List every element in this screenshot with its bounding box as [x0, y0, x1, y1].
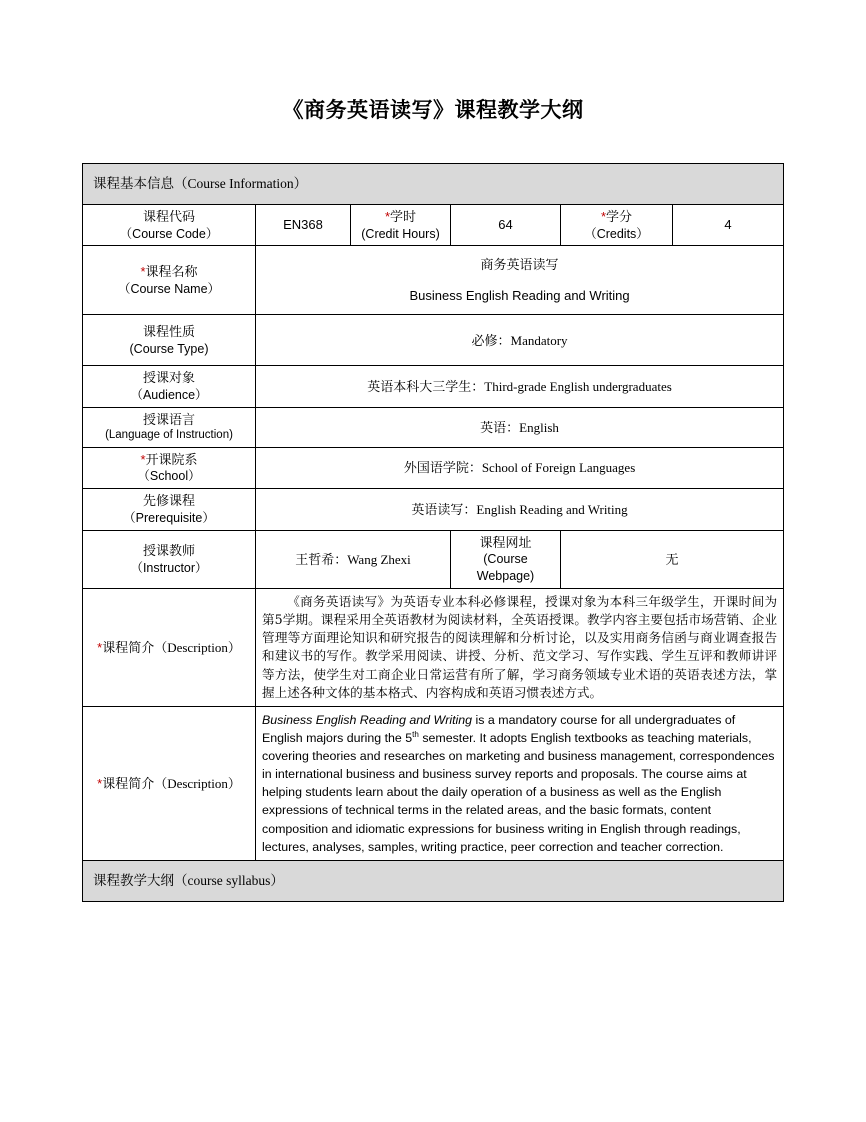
description-en-part2: semester. It adopts English textbooks as teaching materials, covering theories and researches on marketing and business management, correspondences in international business and business survey reports and proposals. The course aims at helping students learn about the daily operation of a business as well as the English expressions of technical terms in the related areas, and the basic formats, content composition and idiomatic expressions for business writing in English through readings, lectures, analyses, samples, writing practice, peer correction and teacher correction.: [262, 731, 775, 854]
required-asterisk-credit-hours: *: [384, 209, 391, 224]
table-row-language: [83, 407, 784, 447]
label-course-type: [83, 315, 256, 366]
label-course-webpage-cn: 课程网址: [479, 534, 532, 550]
required-asterisk-description-en: *: [97, 775, 103, 791]
label-audience: [83, 366, 256, 407]
table-row-description-cn: [83, 589, 784, 707]
value-course-code: EN368: [256, 205, 351, 246]
table-row-prerequisite: [83, 489, 784, 530]
value-description-cn: [256, 589, 784, 707]
footer-header-label: 课程教学大纲（course syllabus）: [83, 860, 784, 901]
label-credits-cn: 学分: [606, 209, 633, 224]
value-course-webpage: 无: [561, 530, 784, 588]
value-audience: 英语本科大三学生：Third-grade English undergraduates: [256, 366, 784, 407]
label-credit-hours: [351, 205, 451, 246]
label-course-code-en: （Course Code）: [119, 226, 219, 241]
table-row-instructor: [83, 530, 784, 588]
value-credit-hours: 64: [451, 205, 561, 246]
description-en-part1: is a mandatory course for all undergraduates of English majors during the 5: [262, 712, 736, 746]
label-course-code-cn: 课程代码: [142, 209, 195, 224]
label-school-en: （School）: [137, 469, 201, 484]
label-credit-hours-cn-line: [355, 208, 446, 226]
label-course-name-cn: 课程名称: [145, 264, 198, 280]
value-course-name-en: Business English Reading and Writing: [409, 287, 630, 303]
table-row-course-name: [83, 246, 784, 315]
table-row-course-type: [83, 315, 784, 366]
value-course-name-cn: 商务英语读写: [480, 257, 559, 273]
label-prerequisite-cn: 先修课程: [142, 493, 195, 509]
label-course-type-cn: 课程性质: [142, 324, 195, 340]
label-course-code: [83, 205, 256, 246]
value-instructor: 王哲希：Wang Zhexi: [256, 530, 451, 588]
label-instructor-cn: 授课教师: [142, 543, 195, 559]
description-en-course-title: Business English Reading and Writing: [262, 712, 473, 727]
label-prerequisite-en: （Prerequisite）: [123, 510, 215, 525]
value-credits: 4: [673, 205, 784, 246]
label-language-en: (Language of Instruction): [105, 429, 233, 442]
label-audience-en: （Audience）: [130, 387, 208, 402]
label-credits-cn-line: [565, 208, 668, 226]
label-instructor-en: （Instructor）: [130, 560, 208, 575]
table-row-code-hours-credits: [83, 205, 784, 246]
value-course-name: [256, 246, 784, 315]
value-school: 外国语学院：School of Foreign Languages: [256, 447, 784, 488]
value-prerequisite: 英语读写：English Reading and Writing: [256, 489, 784, 530]
label-credit-hours-en: (Credit Hours): [361, 226, 440, 241]
label-course-name-cn-line: [87, 263, 251, 281]
label-language-cn: 授课语言: [142, 411, 195, 427]
label-prerequisite: [83, 489, 256, 530]
section-header-label: 课程基本信息（Course Information）: [83, 164, 784, 205]
table-row-section-header: [83, 164, 784, 205]
label-course-webpage-en: (Course Webpage): [476, 552, 535, 584]
label-course-type-en: (Course Type): [129, 341, 209, 356]
table-row-description-en: [83, 706, 784, 860]
description-cn-paragraph: 《商务英语读写》为英语专业本科必修课程，授课对象为本科三年级学生，开课时间为第5学期。课程采用全英语教材为阅读材料，全英语授课。教学内容主要包括市场营销、企业管理等方面理论知识和研究报告的阅读理解和分析讨论，以及实用商务信函与商业调查报告和建议书的写作。教学采用阅读、讲授、分析、范文学习、写作实践、学生互评和教师讲评等方法，使学生对工商企业日常运营有所了解，学习商务领域专业术语的英语表述方法，掌握上述各种文体的基本格式、内容构成和英语习惯表述方式。: [262, 594, 778, 700]
required-asterisk-credits: *: [600, 209, 607, 224]
value-language: 英语：English: [256, 407, 784, 447]
label-credit-hours-cn: 学时: [390, 209, 417, 224]
label-credits-en: （Credits）: [584, 226, 649, 241]
label-instructor: [83, 530, 256, 588]
required-asterisk-school: *: [140, 451, 146, 467]
page-title: 《商务英语读写》课程教学大纲: [282, 97, 584, 122]
label-course-name-en: （Course Name）: [117, 281, 221, 296]
required-asterisk-description-cn: *: [97, 639, 103, 655]
table-row-school: [83, 447, 784, 488]
table-row-footer-header: [83, 860, 784, 901]
label-description-en-text: 课程简介（Description）: [102, 775, 241, 791]
table-row-audience: [83, 366, 784, 407]
course-information-table: [82, 163, 784, 902]
required-asterisk-course-name: *: [140, 264, 146, 280]
label-school-cn: 开课院系: [145, 451, 198, 467]
description-en-paragraph: [262, 711, 777, 856]
label-description-cn-text: 课程简介（Description）: [102, 639, 241, 655]
label-course-name: [83, 246, 256, 315]
value-description-en: [256, 706, 784, 860]
label-school: [83, 447, 256, 488]
label-credits: [561, 205, 673, 246]
value-course-type: 必修：Mandatory: [256, 315, 784, 366]
label-language: [83, 407, 256, 447]
label-audience-cn: 授课对象: [142, 370, 195, 386]
label-description-en: [83, 706, 256, 860]
description-en-superscript: th: [412, 729, 419, 739]
label-description-cn: [83, 589, 256, 707]
label-school-cn-line: [87, 451, 251, 469]
label-course-webpage: [451, 530, 561, 588]
